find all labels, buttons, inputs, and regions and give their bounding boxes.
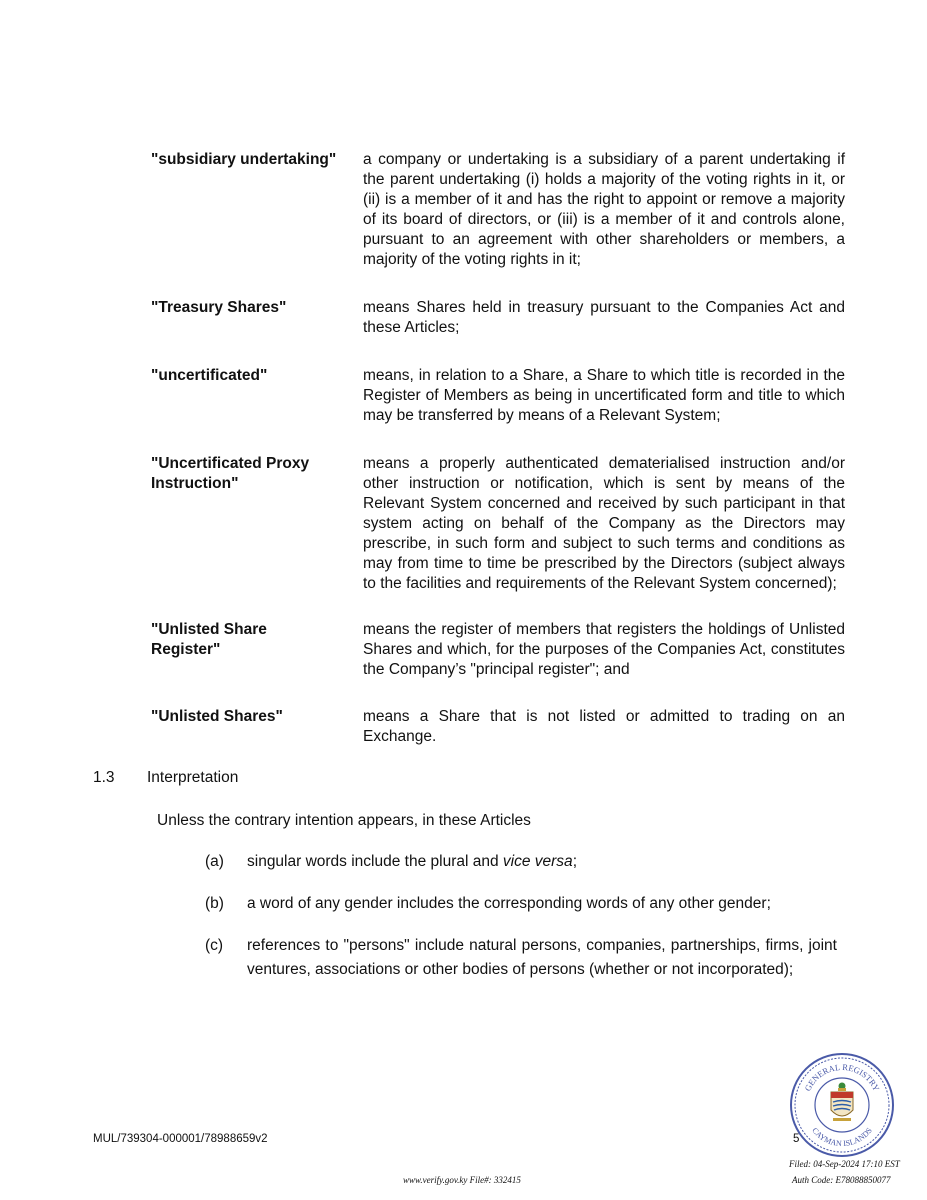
definition-term: "Unlisted Share Register" xyxy=(151,621,267,658)
definition-subsidiary-undertaking xyxy=(151,150,846,298)
document-reference: MUL/739304-000001/78988659v2 xyxy=(93,1133,268,1145)
item-text: a word of any gender includes the corresponding words of any other gender; xyxy=(247,895,771,912)
list-item-c xyxy=(205,934,837,982)
list-item-a xyxy=(205,850,837,874)
definition-term: "Uncertificated Proxy Instruction" xyxy=(151,455,310,492)
svg-text:CAYMAN ISLANDS xyxy=(810,1126,874,1148)
definition-term: "uncertificated" xyxy=(151,367,268,384)
definition-meaning: means the register of members that registers the holdings of Unlisted Shares and which, for the purposes of the Companies Act, constitutes the Company’s "principal register"; and xyxy=(363,621,845,678)
definition-meaning: means a properly authenticated dematerialised instruction and/or other instruction or notification, which is sent by means of the Relevant System concerned and received by such participant in that system acting on behalf of the Company as the Directors may prescribe, in such form and subject to such terms and conditions as may from time to time be prescribed by the Directors (subject always to the facilities and requirements of the Relevant System concerned); xyxy=(363,455,845,592)
definition-treasury-shares xyxy=(151,298,846,366)
page-number: 5 xyxy=(793,1133,800,1145)
list-item-b xyxy=(205,892,837,916)
verify-url: www.verify.gov.ky File#: 332415 xyxy=(403,1175,521,1185)
definition-unlisted-shares xyxy=(151,707,846,747)
definition-uncertificated xyxy=(151,366,846,454)
item-label: (b) xyxy=(205,895,224,912)
definition-term: "subsidiary undertaking" xyxy=(151,151,337,168)
definition-term: "Treasury Shares" xyxy=(151,299,287,316)
section-title: Interpretation xyxy=(147,769,239,786)
seal-top-text: GENERAL REGISTRY xyxy=(802,1061,882,1093)
filed-timestamp: Filed: 04-Sep-2024 17:10 EST xyxy=(789,1159,900,1169)
definitions-list xyxy=(151,150,846,747)
definition-meaning: means a Share that is not listed or admitted to trading on an Exchange. xyxy=(363,708,845,745)
definition-uncertificated-proxy-instruction xyxy=(151,454,846,620)
item-label: (a) xyxy=(205,853,224,870)
registry-seal-icon xyxy=(789,1052,895,1158)
item-text: references to "persons" include natural persons, companies, partnerships, firms, joint ventures, associations or other bodies of persons (whether or not incorporated); xyxy=(247,937,837,978)
item-text: singular words include the plural and vice versa; xyxy=(247,853,577,870)
definition-meaning: means Shares held in treasury pursuant to the Companies Act and these Articles; xyxy=(363,299,845,336)
section-intro: Unless the contrary intention appears, in these Articles xyxy=(157,812,531,829)
definition-meaning: means, in relation to a Share, a Share to which title is recorded in the Register of Members as being in uncertificated form and title to which may be transferred by means of a Relevant System; xyxy=(363,367,845,424)
definition-meaning: a company or undertaking is a subsidiary of a parent undertaking if the parent undertaking (i) holds a majority of the voting rights in it, or (ii) is a member of it and has the right to appoint or remove a majority of its board of directors, or (iii) is a member of it and controls alone, pursuant to an agreement with other shareholders or members, a majority of the voting rights in it; xyxy=(363,151,845,268)
definition-unlisted-share-register xyxy=(151,620,846,707)
seal-bottom-text: CAYMAN ISLANDS xyxy=(810,1125,874,1149)
item-label: (c) xyxy=(205,937,224,954)
definition-term: "Unlisted Shares" xyxy=(151,708,283,725)
auth-code: Auth Code: E78088850077 xyxy=(792,1175,891,1185)
section-number: 1.3 xyxy=(93,769,115,786)
